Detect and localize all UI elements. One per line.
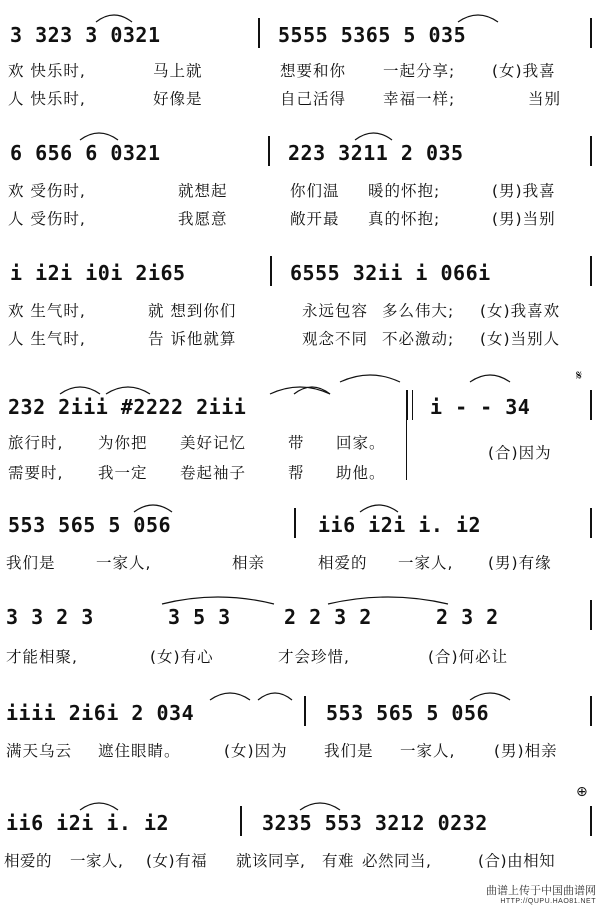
lyric-text: (女)有福 (146, 852, 208, 870)
barline (590, 256, 592, 286)
lyric-text: 我愿意 (178, 210, 228, 228)
lyric-line-3b (0, 324, 600, 350)
lyric-text: 当别 (528, 90, 562, 108)
notation-line-7 (0, 696, 600, 726)
lyric-text: (女)当别人 (480, 330, 561, 348)
lyric-text: 欢 快乐时, (8, 62, 86, 80)
lyric-text: 欢 生气时, (8, 302, 86, 320)
lyric-text: 好像是 (153, 90, 203, 108)
lyric-text: 一起分享; (383, 62, 456, 80)
lyric-text: (合)因为 (488, 444, 552, 462)
lyric-text: 自己活得 (280, 90, 347, 108)
lyric-text: 我们是 (324, 742, 374, 760)
barline (304, 696, 306, 726)
lyric-text: 遮住眼睛。 (98, 742, 181, 760)
lyric-text: 必然同当, (362, 852, 432, 870)
barline (406, 390, 408, 420)
lyric-text: 你们温 (290, 182, 340, 200)
lyric-text: 满天乌云 (6, 742, 73, 760)
notes-measure-1: 3 323 3 0321 (10, 23, 161, 47)
notes-measure-2: 5555 5365 5 035 (278, 23, 467, 47)
notes-measure-4: 2 3 2 (436, 605, 499, 629)
lyric-line-5 (0, 548, 600, 574)
barline (590, 696, 592, 726)
lyric-line-1b (0, 84, 600, 110)
lyric-text: 永远包容 (302, 302, 369, 320)
lyric-line-6 (0, 642, 600, 668)
lyric-text: (合)由相知 (478, 852, 556, 870)
notes-measure-2: 223 3211 2 035 (288, 141, 464, 165)
lyric-text: 一家人, (96, 554, 152, 572)
lyric-text: (男)相亲 (494, 742, 558, 760)
lyric-text: 就想起 (178, 182, 228, 200)
notes-measure-1: 232 2iii #2222 2iii (8, 395, 247, 419)
lyric-text: (男)有缘 (488, 554, 552, 572)
lyric-line-2b (0, 204, 600, 230)
watermark-text: 曲谱上传于中国曲谱网 (486, 885, 596, 897)
lyric-text: 卷起袖子 (180, 464, 247, 482)
lyric-line-1a (0, 56, 600, 82)
lyric-text: 才会珍惜, (278, 648, 350, 666)
lyric-text: 人 受伤时, (8, 210, 86, 228)
notes-measure-1: i i2i i0i 2i65 (10, 261, 186, 285)
watermark-url: HTTP://QUPU.HAO81.NET (500, 898, 596, 905)
lyric-line-4b (0, 458, 600, 484)
site-watermark (486, 882, 596, 905)
lyric-text: 我们是 (6, 554, 56, 572)
lyric-text: 幸福一样; (383, 90, 456, 108)
lyric-text: 马上就 (153, 62, 203, 80)
lyric-text: 不必激动; (382, 330, 455, 348)
lyric-text: 带 (288, 434, 305, 452)
notation-line-4 (0, 390, 600, 420)
slur (340, 375, 400, 382)
lyric-text: 相亲 (232, 554, 266, 572)
lyric-text: 就该同享, (236, 852, 306, 870)
lyric-text: 多么伟大; (382, 302, 455, 320)
barline (590, 600, 592, 630)
lyric-text: (男)我喜 (492, 182, 556, 200)
lyric-text: 旅行时, (8, 434, 64, 452)
notation-line-3 (0, 256, 600, 286)
barline (270, 256, 272, 286)
notation-line-8 (0, 806, 600, 836)
lyric-text: (男)当别 (492, 210, 556, 228)
barline (268, 136, 270, 166)
notes-measure-2: 3235 553 3212 0232 (262, 811, 488, 835)
notes-measure-1: 3 3 2 3 (6, 605, 94, 629)
lyric-text: 一家人, (398, 554, 454, 572)
barline (590, 18, 592, 48)
coda-icon: ⊕ (576, 784, 588, 800)
lyric-text: 助他。 (336, 464, 386, 482)
barline (590, 136, 592, 166)
lyric-line-2a (0, 176, 600, 202)
lyric-text: 观念不同 (302, 330, 369, 348)
lyric-text: 欢 受伤时, (8, 182, 86, 200)
notes-measure-2: 6555 32ii i 066i (290, 261, 491, 285)
slur (470, 375, 510, 382)
barline (590, 508, 592, 538)
notes-measure-1: ii6 i2i i. i2 (6, 811, 170, 835)
lyric-text: 有难 (322, 852, 355, 870)
notes-measure-1: 553 565 5 056 (8, 513, 172, 537)
notes-measure-1: 6 656 6 0321 (10, 141, 161, 165)
barline (294, 508, 296, 538)
lyric-text: 暖的怀抱; (368, 182, 441, 200)
lyric-text: 相爱的 (318, 554, 368, 572)
lyric-text: 美好记忆 (180, 434, 247, 452)
lyric-text: 相爱的 (4, 852, 53, 870)
notation-line-6 (0, 600, 600, 630)
notes-measure-2: 3 5 3 (168, 605, 231, 629)
lyric-text: 我一定 (98, 464, 148, 482)
segno-icon: 𝄋 (576, 368, 583, 384)
lyric-text: (女)因为 (224, 742, 288, 760)
notes-measure-2: 553 565 5 056 (326, 701, 490, 725)
lyric-text: 需要时, (8, 464, 64, 482)
notes-measure-2: ii6 i2i i. i2 (318, 513, 482, 537)
lyric-text: 告 诉他就算 (148, 330, 237, 348)
lyric-text: 真的怀抱; (368, 210, 441, 228)
lyric-text: 就 想到你们 (148, 302, 237, 320)
lyric-text: 人 生气时, (8, 330, 86, 348)
lyric-line-3a (0, 296, 600, 322)
lyric-text: 才能相聚, (6, 648, 78, 666)
barline (590, 806, 592, 836)
notes-measure-3: 2 2 3 2 (284, 605, 372, 629)
lyric-text: 一家人, (400, 742, 456, 760)
lyric-text: (女)我喜 (492, 62, 556, 80)
lyric-text: 一家人, (70, 852, 124, 870)
barline (240, 806, 242, 836)
notes-measure-2: i - - 34 (430, 395, 531, 419)
lyric-text: 人 快乐时, (8, 90, 86, 108)
lyric-line-7 (0, 736, 600, 762)
barline (590, 390, 592, 420)
notation-line-5 (0, 508, 600, 538)
barline (412, 390, 413, 420)
lyric-text: (合)何必让 (428, 648, 509, 666)
lyric-text: 为你把 (98, 434, 148, 452)
lyric-text: 想要和你 (280, 62, 347, 80)
lyric-text: 回家。 (336, 434, 386, 452)
barline (258, 18, 260, 48)
lyric-text: (女)我喜欢 (480, 302, 561, 320)
lyric-line-8 (0, 846, 600, 872)
lyric-text: (女)有心 (150, 648, 214, 666)
notation-line-1 (0, 18, 600, 48)
notes-measure-1: iiii 2i6i 2 034 (6, 701, 195, 725)
lyric-text: 帮 (288, 464, 305, 482)
notation-line-2 (0, 136, 600, 166)
lyric-text: 敞开最 (290, 210, 340, 228)
